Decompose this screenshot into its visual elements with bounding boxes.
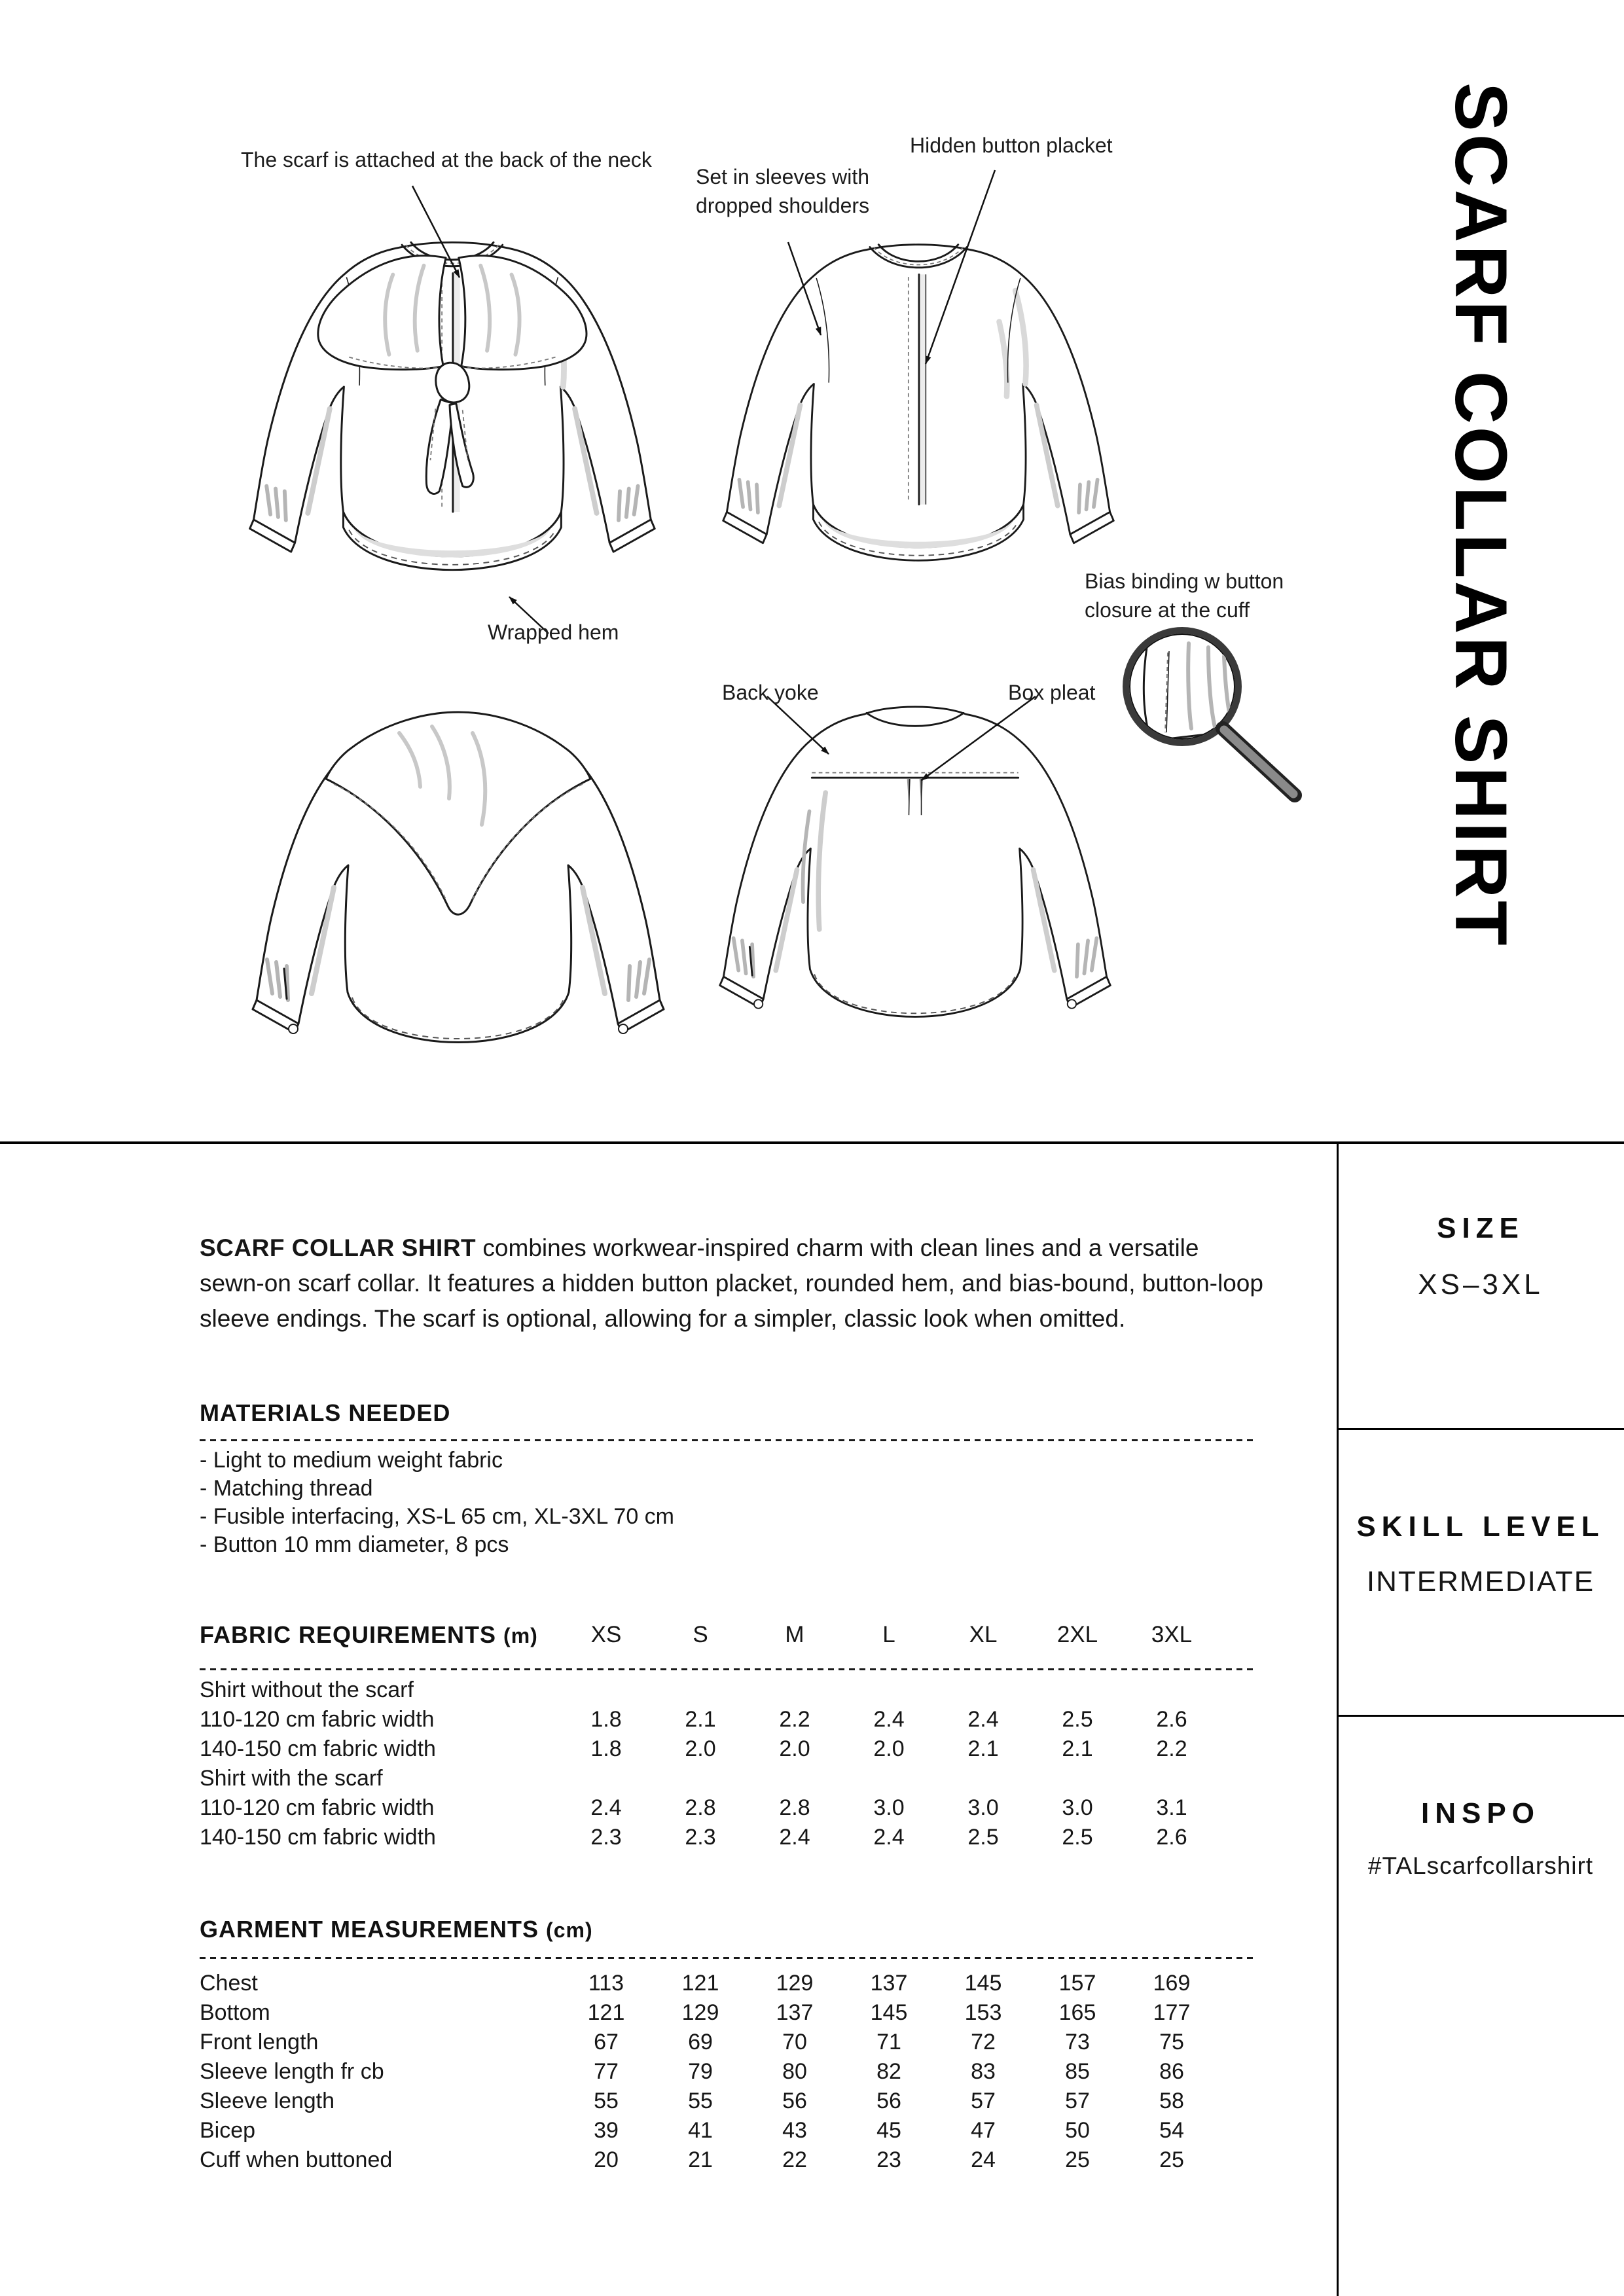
garment-divider (200, 1957, 1254, 1959)
materials-list (200, 1446, 674, 1559)
sidebar-vertical-rule (1337, 1141, 1339, 2296)
description-body: combines workwear-inspired charm with clean lines and a versatile sewn-on scarf collar. It features a hidden button placket, rounded hem, and bias-bound, button-loop sleeve endings. The scarf is optional, allowing for a simpler, classic look when omitted. (200, 1234, 1263, 1332)
skill-level-heading: SKILL LEVEL (1356, 1511, 1605, 1543)
size-column-2xl: 2XL (1056, 1622, 1098, 1647)
fabric-divider (200, 1668, 1254, 1670)
table-row: Bottom 121 129 137 145 153 165 177 (200, 2000, 1191, 2025)
table-row: Chest 113 121 129 137 145 157 169 (200, 1971, 1191, 1996)
annotation-hidden-placket: Hidden button placket (910, 134, 1113, 157)
table-row: 140-150 cm fabric width 1.8 2.0 2.0 2.0 2.1 2.1 2.2 (200, 1736, 1187, 1761)
table-row: 140-150 cm fabric width 2.3 2.3 2.4 2.4 2.5 2.5 2.6 (200, 1825, 1187, 1850)
table-group-label: Shirt with the scarf (200, 1766, 383, 1791)
size-value: XS–3XL (1418, 1268, 1543, 1300)
table-row: Sleeve length 55 55 56 56 57 57 58 (200, 2089, 1184, 2113)
materials-item: - Light to medium weight fabric (200, 1448, 503, 1473)
size-column-l: L (882, 1622, 895, 1647)
fabric-requirements-heading: FABRIC REQUIREMENTS (m) (200, 1621, 538, 1648)
table-row: Bicep 39 41 43 45 47 50 54 (200, 2118, 1184, 2143)
inspo-heading: INSPO (1421, 1797, 1540, 1829)
description-lead: SCARF COLLAR SHIRT (200, 1234, 477, 1261)
annotation-bias-binding: Bias binding w button closure at the cuff (1085, 569, 1284, 622)
annotation-box-pleat: Box pleat (1008, 681, 1096, 704)
pattern-description (200, 1230, 1267, 1336)
materials-heading: MATERIALS NEEDED (200, 1399, 451, 1426)
table-group-label: Shirt without the scarf (200, 1677, 414, 1702)
magnifier-cuff-detail (1126, 630, 1295, 795)
shirt-back-with-scarf-drawing (253, 712, 664, 1043)
materials-item: - Matching thread (200, 1476, 373, 1501)
size-column-m: M (785, 1622, 804, 1647)
skill-level-value: INTERMEDIATE (1366, 1566, 1595, 1598)
materials-item: - Fusible interfacing, XS-L 65 cm, XL-3XL 70 cm (200, 1504, 675, 1529)
materials-divider (200, 1439, 1254, 1441)
size-column-s: S (693, 1622, 708, 1647)
shirt-back-drawing (720, 707, 1111, 1017)
size-column-xl: XL (969, 1622, 998, 1647)
size-column-xs: XS (590, 1622, 622, 1647)
table-row: Cuff when buttoned 20 21 22 23 24 25 25 (200, 2147, 1184, 2172)
inspo-hashtag: #TALscarfcollarshirt (1367, 1852, 1594, 1879)
annotation-scarf-attached: The scarf is attached at the back of the neck (241, 148, 652, 171)
garment-measurements-header (200, 1910, 1219, 1949)
materials-item: - Button 10 mm diameter, 8 pcs (200, 1532, 509, 1557)
fabric-requirements-header (200, 1615, 1219, 1655)
table-row: 110-120 cm fabric width 1.8 2.1 2.2 2.4 2.4 2.5 2.6 (200, 1707, 1187, 1732)
annotation-set-in-sleeves: Set in sleeves with dropped shoulders (696, 165, 870, 218)
table-row: Front length 67 69 70 71 72 73 75 (200, 2030, 1184, 2054)
shirt-front-with-scarf-drawing (250, 242, 655, 569)
garment-measurements-table (200, 1969, 1219, 2175)
sidebar-rule-2 (1337, 1715, 1624, 1717)
pattern-title-vertical: SCARF COLLAR SHIRT (1440, 82, 1522, 948)
main-horizontal-rule (0, 1141, 1624, 1144)
fabric-requirements-table (200, 1676, 1219, 1852)
size-column-3xl: 3XL (1151, 1622, 1193, 1647)
garment-measurements-heading: GARMENT MEASUREMENTS (cm) (200, 1916, 593, 1943)
sidebar-rule-1 (1337, 1428, 1624, 1430)
table-row: Sleeve length fr cb 77 79 80 82 83 85 86 (200, 2059, 1184, 2084)
size-heading: SIZE (1437, 1212, 1525, 1244)
annotation-back-yoke: Back yoke (722, 681, 819, 704)
table-row: 110-120 cm fabric width 2.4 2.8 2.8 3.0 3.0 3.0 3.1 (200, 1795, 1187, 1820)
shirt-front-drawing (723, 245, 1114, 561)
annotation-wrapped-hem: Wrapped hem (488, 620, 619, 644)
